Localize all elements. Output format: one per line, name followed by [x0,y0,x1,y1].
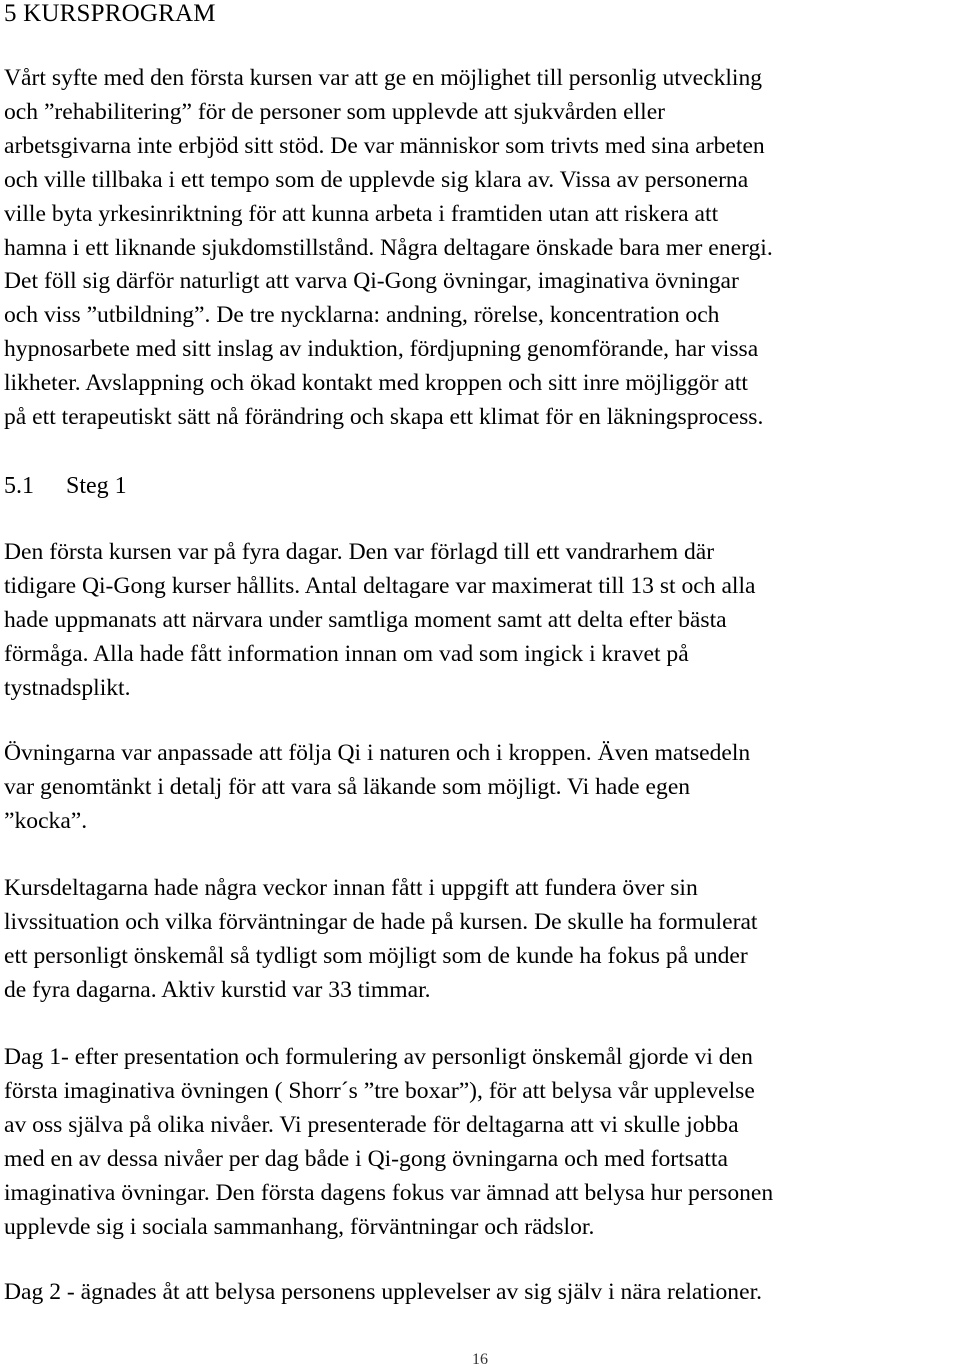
paragraph-line: livssituation och vilka förväntningar de hade på kursen. De skulle ha formulerat [4,908,758,935]
intro-line: hamna i ett liknande sjukdomstillstånd. Några deltagare önskade bara mer energi. [4,234,773,261]
paragraph-line: upplevde sig i sociala sammanhang, förväntningar och rädslor. [4,1213,595,1240]
paragraph-line: imaginativa övningar. Den första dagens fokus var ämnad att belysa hur personen [4,1179,774,1206]
chapter-title: 5 KURSPROGRAM [4,0,216,27]
paragraph-line: hade uppmanats att närvara under samtliga moment samt att delta efter bästa [4,606,727,633]
intro-line: ville byta yrkesinriktning för att kunna arbeta i framtiden utan att riskera att [4,200,719,227]
intro-line: och viss ”utbildning”. De tre nycklarna: andning, rörelse, koncentration och [4,302,720,329]
section-number: 5.1 [4,473,34,499]
paragraph-line: ett personligt önskemål så tydligt som möjligt som de kunde ha fokus på under [4,942,748,969]
paragraph-line: var genomtänkt i detalj för att vara så läkande som möjligt. Vi hade egen [4,773,691,800]
paragraph-line: Övningarna var anpassade att följa Qi i naturen och i kroppen. Även matsedeln [4,740,751,766]
intro-line: hypnosarbete med sitt inslag av induktion, fördjupning genomförande, har vissa [4,336,759,363]
paragraph-line: ”kocka”. [4,807,88,834]
paragraph-course-length [4,536,756,706]
intro-line: Vårt syfte med den första kursen var att ge en möjlighet till personlig utveckling [4,65,763,91]
paragraph-participants [4,872,757,1008]
page-number: 16 [472,1351,488,1368]
paragraph-line: Dag 1- efter presentation och formulering av personligt önskemål gjorde vi den [4,1044,753,1070]
intro-line: Det föll sig därför naturligt att varva Qi-Gong övningar, imaginativa övningar [4,268,739,295]
paragraph-line: Den första kursen var på fyra dagar. Den var förlagd till ett vandrarhem där [4,539,715,565]
intro-line: likheter. Avslappning och ökad kontakt med kroppen och sitt inre möjliggör att [4,370,748,397]
paragraph-line: Kursdeltagarna hade några veckor innan fått i uppgift att fundera över sin [4,875,698,901]
intro-line: och ”rehabilitering” för de personer som upplevde att sjukvården eller [4,98,666,125]
paragraph-line: av oss själva på olika nivåer. Vi presenterade för deltagarna att vi skulle jobba [4,1111,739,1138]
paragraph-line: första imaginativa övningen ( Shorr´s ”tre boxar”), för att belysa vår upplevelse [4,1077,755,1104]
paragraph-line: Dag 2 - ägnades åt att belysa personens upplevelser av sig själv i nära relationer. [4,1279,763,1305]
paragraph-day-2 [4,1276,762,1310]
paragraph-exercises [4,737,750,839]
paragraph-day-1 [4,1041,773,1244]
paragraph-line: med en av dessa nivåer per dag både i Qi-gong övningarna och med fortsatta [4,1145,728,1172]
document-page [4,0,960,1305]
section-heading [4,469,127,503]
paragraph-line: tystnadsplikt. [4,674,131,701]
intro-line: och ville tillbaka i ett tempo som de upplevde sig klara av. Vissa av personerna [4,166,749,193]
section-title: Steg 1 [66,473,127,499]
paragraph-line: förmåga. Alla hade fått information innan om vad som ingick i kravet på [4,640,689,667]
paragraph-line: tidigare Qi-Gong kurser hållits. Antal deltagare var maximerat till 13 st och alla [4,572,756,599]
intro-line: arbetsgivarna inte erbjöd sitt stöd. De var människor som trivts med sina arbeten [4,132,765,159]
paragraph-line: de fyra dagarna. Aktiv kurstid var 33 timmar. [4,976,431,1003]
intro-line: på ett terapeutiskt sätt nå förändring och skapa ett klimat för en läkningsprocess. [4,404,764,431]
intro-paragraph [4,62,773,435]
